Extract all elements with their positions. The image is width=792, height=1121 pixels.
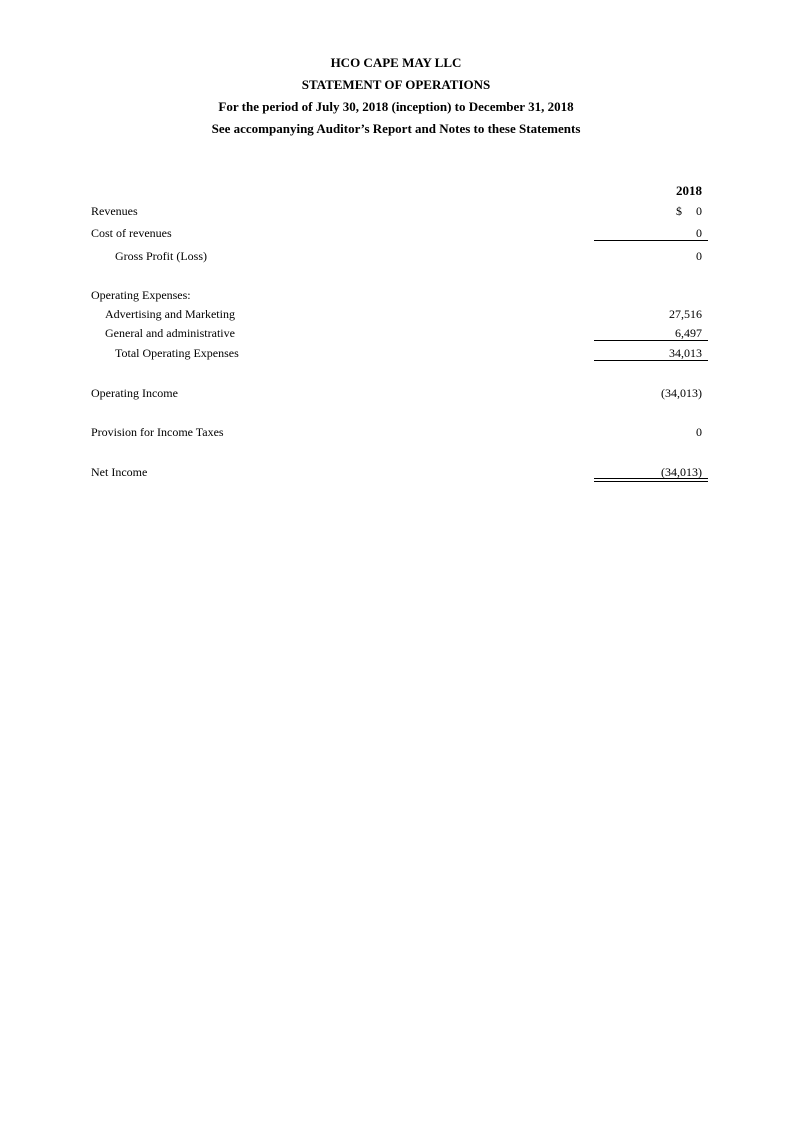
- column-year-header: 2018: [676, 183, 702, 198]
- statement-note: See accompanying Auditor’s Report and Notes to these Statements: [211, 121, 581, 136]
- statement-header: [0, 52, 792, 140]
- net-income-double-rule-bottom: [594, 481, 708, 482]
- operating-expenses-heading: Operating Expenses:: [91, 288, 191, 302]
- net-income-value: (34,013): [661, 465, 702, 479]
- total-operating-expenses-value: 34,013: [669, 346, 702, 360]
- operating-income-value: (34,013): [661, 386, 702, 400]
- provision-taxes-value: 0: [696, 425, 702, 439]
- total-rule: [594, 360, 708, 361]
- operating-income-label: Operating Income: [91, 386, 178, 400]
- statement-title: STATEMENT OF OPERATIONS: [301, 77, 491, 92]
- cost-of-revenues-value: 0: [696, 226, 702, 240]
- general-admin-label: General and administrative: [105, 326, 235, 340]
- statement-period: For the period of July 30, 2018 (inception) to December 31, 2018: [218, 99, 574, 114]
- net-income-double-rule-top: [594, 478, 708, 479]
- revenues-value: [594, 203, 702, 219]
- revenues-amount: 0: [696, 204, 702, 218]
- total-operating-expenses-label: Total Operating Expenses: [115, 346, 239, 360]
- gross-profit-value: 0: [696, 249, 702, 263]
- gross-profit-label: Gross Profit (Loss): [115, 249, 207, 263]
- subtotal-rule: [594, 340, 708, 341]
- advertising-label: Advertising and Marketing: [105, 307, 235, 321]
- net-income-label: Net Income: [91, 465, 148, 479]
- provision-taxes-label: Provision for Income Taxes: [91, 425, 224, 439]
- subtotal-rule: [594, 240, 708, 241]
- general-admin-value: 6,497: [675, 326, 702, 340]
- advertising-value: 27,516: [669, 307, 702, 321]
- revenues-label: Revenues: [91, 204, 138, 218]
- cost-of-revenues-label: Cost of revenues: [91, 226, 172, 240]
- company-name: HCO CAPE MAY LLC: [330, 55, 462, 70]
- currency-symbol: $: [676, 204, 682, 218]
